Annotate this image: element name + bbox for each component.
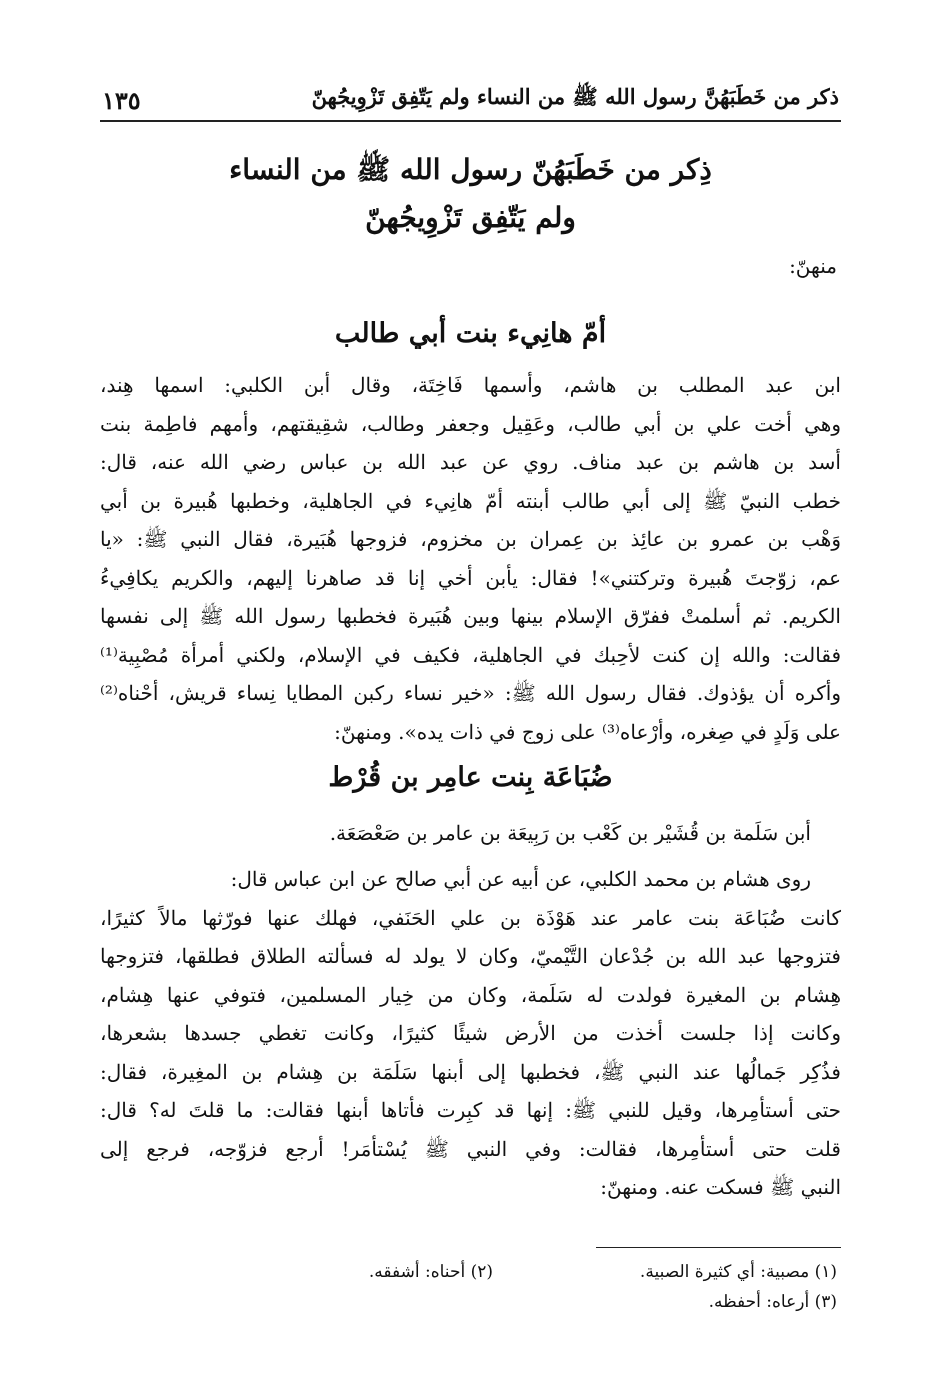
text-line: وأكره أن يؤذوك. فقال رسول الله ﷺ: «خير نساء ركبن المطايا نِساء قريش، أحْناه⁽²⁾ [100,681,841,705]
section-title-dubaa: ضُبَاعَة بِنت عامِر بن قُرْط [328,762,613,793]
footnote-3: (٣) أرعاه: أحفظه. [708,1292,837,1312]
chapter-title-line-1: ذِكر من خَطَبَهُنّ رسول الله ﷺ من النساء [229,153,712,186]
text-line: كانت ضُبَاعَة بنت عامر عند هَوْذَة بن علي الحَنَفي، فهلك عنها فورّثها مالاً كثيرًا، [100,905,841,930]
intro-label: منهنّ: [789,254,837,278]
chapter-title [100,146,841,242]
lineage-line [100,814,811,853]
text-line: أبن سَلَمة بن قُشَيْر بن كَعْب بن رَبِيعَة بن عامر بن صَعْصَعَة. [329,821,811,845]
footnote-1: (١) مصبية: أي كثيرة الصبية. [639,1262,837,1282]
text-line: خطب النبيّ ﷺ إلى أبي طالب أبنته أمّ هانِيء في الجاهلية، وخطبها هُبيرة بن أبي [100,488,841,513]
text-line: على وَلَدٍ في صِغره، وأرْعاه⁽³⁾ على زوج في ذات يده». ومنهنّ: [334,719,841,744]
text-line: فقالت: والله إن كنت لأحِبك في الجاهلية، فكيف في الإسلام، ولكني أمرأة مُصْبِية⁽¹⁾ [100,642,841,667]
text-line: أسد بن هاشم بن عبد مناف. روي عن عبد الله بن عباس رضي الله عنه، قال: [100,450,841,474]
text-line: وَهْب بن عمرو بن عائِذ بن عِمران بن مخزوم، فزوجها هُبَيرة، فقال النبي ﷺ: «يا [100,527,841,551]
text-line: الكريم. ثم أسلمتْ ففرّق الإسلام بينها وبين هُبَيرة فخطبها رسول الله ﷺ إلى نفسها [100,604,841,628]
text-line: حتى أستأمِرها، وقيل للنبي ﷺ: إنها قد كبِرت فأتاها أبنها فقالت: ما قلتَ له؟ قال: [100,1098,841,1122]
header-divider [100,120,841,122]
text-line: قلت حتى أستأمِرها، فقالت: وفي النبي ﷺ يُسْتأمَر! أرجع فزوّجه، فرجع إلى [100,1136,841,1161]
footnote-divider [596,1247,841,1248]
text-line: وكانت إذا جلست أخذت من الأرض شيئًا كثيرًا، وكانت تغطي جسدها بشعرها، [100,1021,841,1045]
text-line: فذُكِر جَمالُها عند النبي ﷺ، فخطبها إلى أبنها سَلَمَة بن هِشام بن المغِيرة، فقال: [100,1059,841,1084]
section-body-dubaa [100,860,841,1207]
text-line: ابن عبد المطلب بن هاشم، وأسمها فَاخِتَة، وقال أبن الكلبي: اسمها هِند، [100,373,841,397]
page-number: ١٣٥ [102,86,141,115]
section-title-umm-hani: أمّ هانِيء بنت أبي طالب [334,318,607,349]
text-line: فتزوجها عبد الله بن جُدْعان التَّيْميّ، وكان لا يولد له فسألته الطلاق فطلقها، فتزوجها [100,944,841,968]
chapter-title-line-2: ولم يَتّفِق تَزْوِيجُهنّ [365,201,576,234]
section-body-umm-hani [100,366,841,751]
text-line: هِشام بن المغيرة فولدت له سَلَمة، وكان من خِيار المسلمين، فتوفي عنها هِشام، [100,982,841,1007]
text-line: روى هشام بن محمد الكلبي، عن أبيه عن أبي صالح عن ابن عباس قال: [230,867,811,891]
text-line: عم، زوّجتَ هُبيرة وتركتني»! فقال: يأبن أخي إنا قد صاهرنا إليهم، والكريم يكافِيءُ [100,565,841,590]
text-line: وهي أخت علي بن أبي طالب، وعَقِيل وجعفر وطالب، شقِيقتهم، وأمهم فاطِمة بنت [100,411,841,436]
running-header-title: ذكر من خَطَبَهُنَّ رسول الله ﷺ من النساء ولم يَتّفِق تَزْوِيجُهنّ [311,84,839,109]
text-line: النبي ﷺ فسكت عنه. ومنهنّ: [600,1175,841,1199]
footnote-2: (٢) أحناه: أشفقه. [368,1262,493,1282]
